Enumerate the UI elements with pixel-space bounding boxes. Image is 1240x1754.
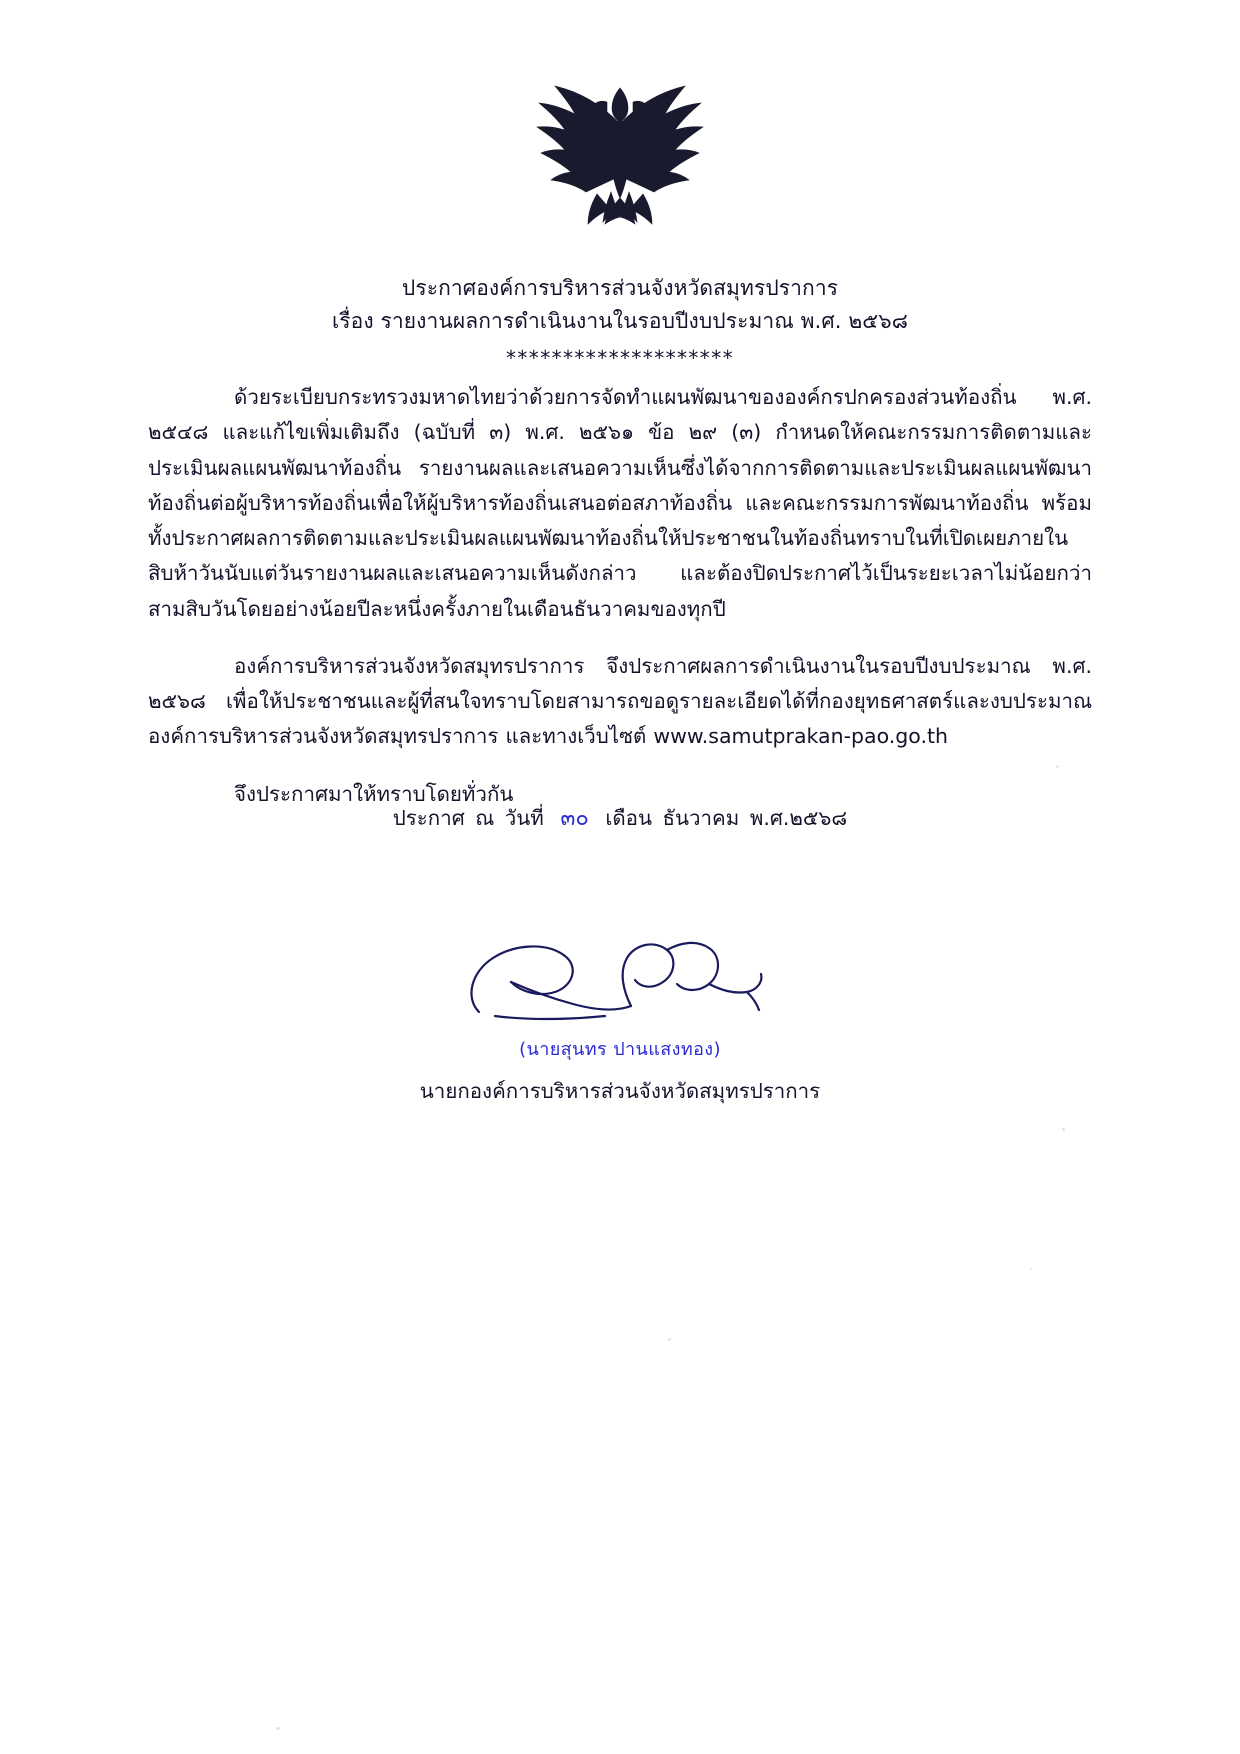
announcement-subject: เรื่อง รายงานผลการดำเนินงานในรอบปีงบประมาณ พ.ศ. ๒๕๖๘ [331,308,909,333]
scan-speck [276,1727,280,1730]
date-month: เดือน ธันวาคม [605,806,740,830]
paragraph-closing: จึงประกาศมาให้ทราบโดยทั่วกัน [234,781,514,806]
document-header [0,272,1240,374]
garuda-emblem [525,72,715,247]
announcement-organization: ประกาศองค์การบริหารส่วนจังหวัดสมุทรปราการ [401,276,839,300]
signatory-title: นายกองค์การบริหารส่วนจังหวัดสมุทรปราการ [419,1079,821,1103]
scan-speck [1056,765,1059,768]
paragraph-regulation: ด้วยระเบียบกระทรวงมหาดไทยว่าด้วยการจัดทำแผนพัฒนาขององค์กรปกครองส่วนท้องถิ่น พ.ศ. ๒๕๔๘ และแก้ไขเพิ่มเติมถึง (ฉบับที่ ๓) พ.ศ. ๒๕๖๑ ข้อ ๒๙ (๓) กำหนดให้คณะกรรมการติดตามและประเมินผลแผนพัฒนาท้องถิ่น รายงานผลและเสนอความเห็นซึ่งได้จากการติดตามและประเมินผลแผนพัฒนาท้องถิ่นต่อผู้บริหารท้องถิ่นเพื่อให้ผู้บริหารท้องถิ่นเสนอต่อสภาท้องถิ่น และคณะกรรมการพัฒนาท้องถิ่น พร้อมทั้งประกาศผลการติดตามและประเมินผลแผนพัฒนาท้องถิ่นให้ประชาชนในท้องถิ่นทราบในที่เปิดเผยภายในสิบห้าวันนับแต่วันรายงานผลและเสนอความเห็นดังกล่าว และต้องปิดประกาศไว้เป็นระยะเวลาไม่น้อยกว่าสามสิบวันโดยอย่างน้อยปีละหนึ่งครั้งภายในเดือนธันวาคมของทุกปี [148,385,1092,621]
date-prefix: ประกาศ ณ วันที่ [392,806,544,830]
signatory-name: (นายสุนทร ปานแสงทอง) [519,1039,721,1060]
signature-block [0,920,1240,1108]
handwritten-day-value: ๓๐ [560,806,589,831]
scan-speck [668,1338,671,1341]
date-line [0,800,1240,835]
date-year: พ.ศ.๒๕๖๘ [749,806,848,830]
document-body [148,380,1092,818]
paragraph-announcement: องค์การบริหารส่วนจังหวัดสมุทรปราการ จึงประกาศผลการดำเนินงานในรอบปีงบประมาณ พ.ศ. ๒๕๖๘ เพื่อให้ประชาชนและผู้ที่สนใจทราบโดยสามารถขอดูรายละเอียดได้ที่กองยุทธศาสตร์และงบประมาณ องค์การบริหารส่วนจังหวัดสมุทรปราการ และทางเว็บไซต์ www.samutprakan-pao.go.th [148,653,1092,749]
emblem-container [0,72,1240,247]
handwritten-signature [455,920,785,1040]
scan-speck [1062,1128,1065,1131]
scan-speck [1030,1268,1032,1270]
decorative-star-divider: ******************** [506,346,734,371]
